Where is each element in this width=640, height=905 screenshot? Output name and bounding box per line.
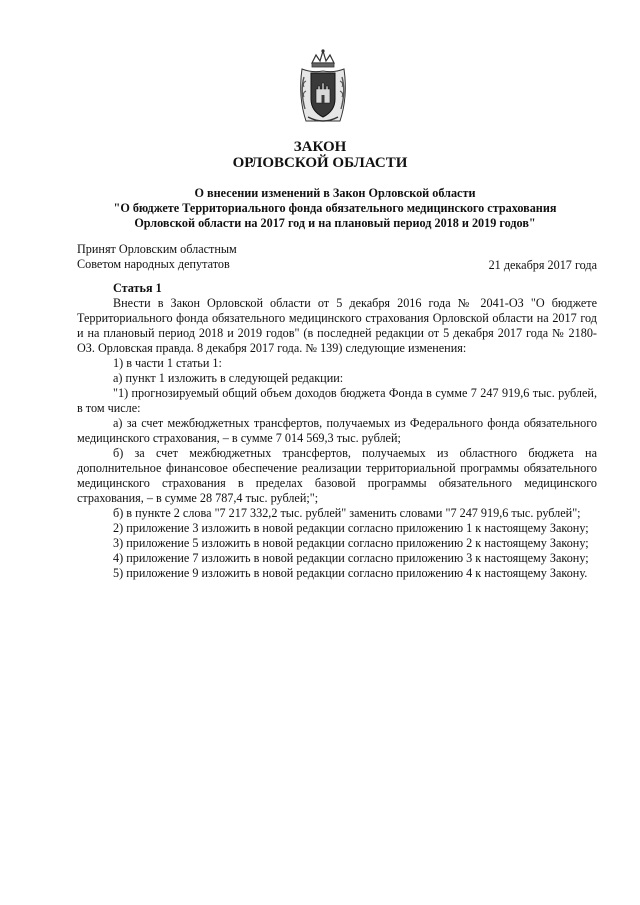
article-paragraph: "1) прогнозируемый общий объем доходов бюджета Фонда в сумме 7 247 919,6 тыс. рублей, в том числе: [77,386,597,415]
article-paragraph: 4) приложение 7 изложить в новой редакции согласно приложению 3 к настоящему Закону; [113,551,589,565]
article-paragraph: б) в пункте 2 слова "7 217 332,2 тыс. рублей" заменить словами "7 247 919,6 тыс. рублей"; [113,506,581,520]
article-paragraph: а) за счет межбюджетных трансфертов, получаемых из Федерального фонда обязательного медицинского страхования, – в сумме 7 014 569,3 тыс. рублей; [77,416,597,445]
article-paragraph: 5) приложение 9 изложить в новой редакции согласно приложению 4 к настоящему Закону. [113,566,588,580]
adoption-note [77,242,237,272]
subtitle-line: "О бюджете Территориального фонда обязательного медицинского страхования [113,201,557,215]
adoption-date: 21 декабря 2017 года [488,258,597,272]
article-paragraph: Внести в Закон Орловской области от 5 декабря 2016 года № 2041-ОЗ "О бюджете Территориального фонда обязательного медицинского страхования Орловской области на 2017 год и на плановый период 2018 и 2019 годов" (в последней редакции от 5 декабря 2017 года № 2180-ОЗ. Орловская правда. 8 декабря 2017 года. № 139) следующие изменения: [77,296,597,355]
adoption-line: Принят Орловским областным [77,242,237,256]
article-paragraph: б) за счет межбюджетных трансфертов, получаемых из областного бюджета на дополнительное финансовое обеспечение реализации территориальной программы обязательного медицинского страхования в пределах базовой программы обязательного медицинского страхования, – в сумме 28 787,4 тыс. рублей;"; [77,446,597,505]
article-paragraph: 1) в части 1 статьи 1: [113,356,222,370]
article-paragraph: а) пункт 1 изложить в следующей редакции: [113,371,344,385]
article-title: Статья 1 [113,281,162,295]
document-title-line1: ЗАКОН [293,139,347,155]
document-subtitle [70,186,600,231]
article-body [77,296,597,581]
coat-of-arms-icon [296,47,350,125]
subtitle-line: Орловской области на 2017 год и на плановый период 2018 и 2019 годов" [134,216,536,230]
article-paragraph: 3) приложение 5 изложить в новой редакции согласно приложению 2 к настоящему Закону; [113,536,589,550]
subtitle-line: О внесении изменений в Закон Орловской области [194,186,476,200]
document-title-line2: ОРЛОВСКОЙ ОБЛАСТИ [232,155,408,171]
article-paragraph: 2) приложение 3 изложить в новой редакции согласно приложению 1 к настоящему Закону; [113,521,589,535]
adoption-line: Советом народных депутатов [77,257,230,271]
